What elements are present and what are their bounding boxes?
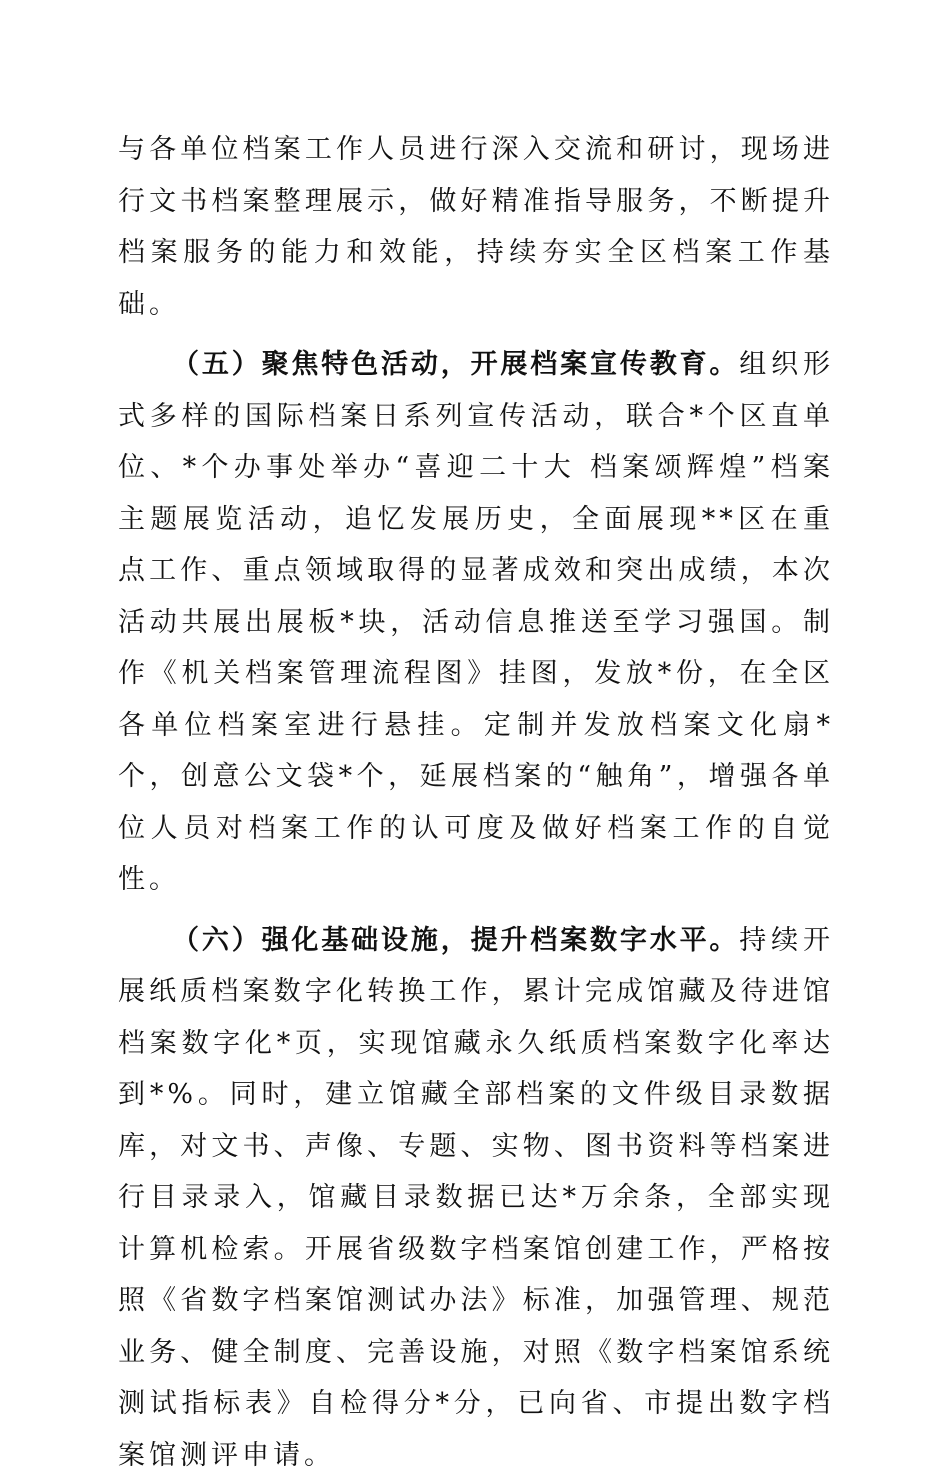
paragraph-continuation: 与各单位档案工作人员进行深入交流和研讨，现场进行文书档案整理展示，做好精准指导服务，不断提升档案服务的能力和效能，持续夯实全区档案工作基础。 bbox=[118, 124, 834, 330]
section-six-paragraph bbox=[118, 915, 834, 1481]
section-six-heading: （六）强化基础设施，提升档案数字水平。 bbox=[172, 925, 739, 956]
section-five-heading: （五）聚焦特色活动，开展档案宣传教育。 bbox=[172, 349, 739, 380]
document-page bbox=[118, 124, 834, 1481]
section-five-body: 组织形式多样的国际档案日系列宣传活动，联合*个区直单位、*个办事处举办“喜迎二十大 档案颂辉煌”档案主题展览活动，追忆发展历史，全面展现**区在重点工作、重点领域取得的显著成效和突出成绩，本次活动共展出展板*块，活动信息推送至学习强国。制作《机关档案管理流程图》挂图，发放*份，在全区各单位档案室进行悬挂。定制并发放档案文化扇*个，创意公文袋*个，延展档案的“触角”，增强各单位人员对档案工作的认可度及做好档案工作的自觉性。 bbox=[118, 349, 834, 895]
section-five-paragraph bbox=[118, 339, 834, 906]
section-six-body: 持续开展纸质档案数字化转换工作，累计完成馆藏及待进馆档案数字化*页，实现馆藏永久纸质档案数字化率达到*%。同时，建立馆藏全部档案的文件级目录数据库，对文书、声像、专题、实物、图书资料等档案进行目录录入，馆藏目录数据已达*万余条，全部实现计算机检索。开展省级数字档案馆创建工作，严格按照《省数字档案馆测试办法》标准，加强管理、规范业务、健全制度、完善设施，对照《数字档案馆系统测试指标表》自检得分*分，已向省、市提出数字档案馆测评申请。 bbox=[118, 925, 834, 1471]
